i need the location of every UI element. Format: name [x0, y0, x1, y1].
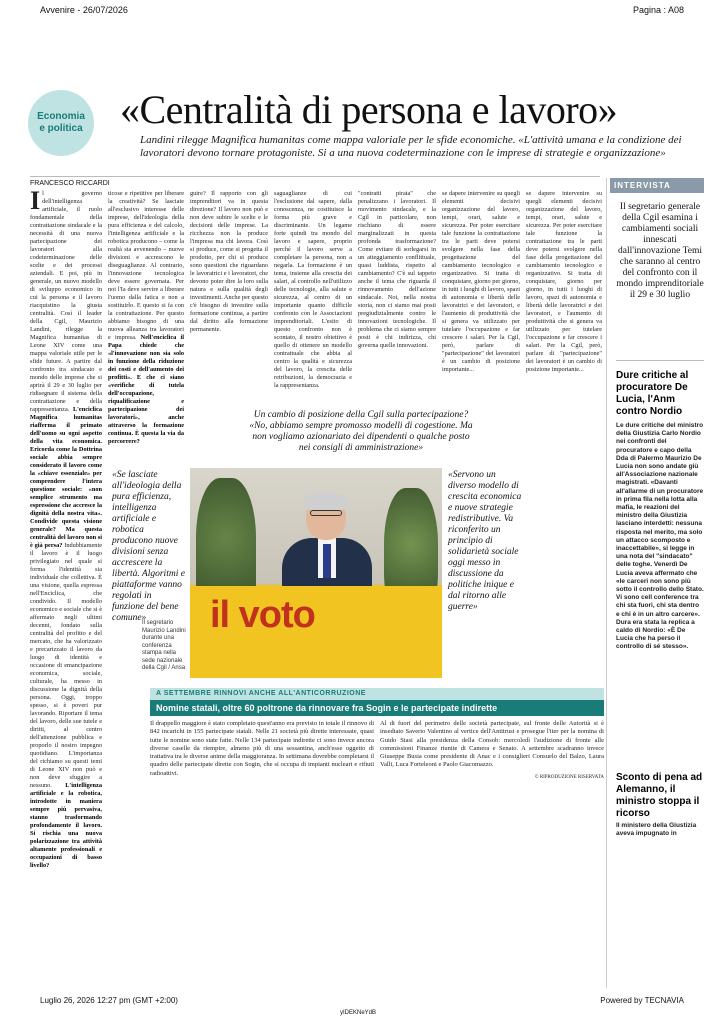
box-column-2: [380, 720, 604, 920]
box-kicker: A SETTEMBRE RINNOVI ANCHE ALL'ANTICORRUZIONE: [150, 688, 604, 700]
divider: [30, 176, 600, 177]
sidebar-text-1: Le dure critiche del ministro della Giustizia Carlo Nordio nei confronti del procuratore e capo della Dda di Palermo Maurizio De Lucia non sono andate giù all'Associazione nazionale magistrati. «Davanti all'allarme di un procuratore in prima fila nella lotta alla mafia, le reazioni del ministro della Giustizia lasciano interdetti: nessuna risposta nel merito, ma solo un attacco scomposto e inaccettabile», si legge in una nota del "sindacato" delle toghe. Venerdì De Lucia aveva affermato che «le carceri non sono più sotto il controllo dello Stato. Vi sono cell conference tra chi sta fuori, chi sta dentro e chi è in un altro carcere». Dura era stata la replica a caldo di Nordio: «È De Lucia che ha perso il controllo di sé stesso».: [616, 422, 704, 651]
column-4-text: saguaglianze di cui l'esclusione dal sapere, dalla conoscenza, ne costituisce la forma più grave e discriminante. Un legame forte quindi tra mondo del lavoro e sapere, proprio perché il lavoro serve a completare la persona, non a negarla. La formazione è un tema, insieme alla crescita dei salari, al controllo nell'utilizzo delle tecnologie, alla salute e sicurezza, al centro di un importante quanto difficile confronto con le Associazioni imprenditoriali. L'esito di questo confronto non è scontato, il nostro obiettivo è quello di ottenere un modello contrattuale che abbia al centro la qualità e sicurezza del lavoro, la crescita delle retribuzioni, la democrazia e la rappresentanza.: [274, 190, 352, 389]
viewer-header: [0, 0, 724, 22]
article-subhead: Landini rilegge Magnifica humanitas come mappa valoriale per le sfide economiche. «L'attività umana e la condizione dei lavoratori devono tornare protagoniste. Si a una nuova codeterminazione con le imprese di strategie e organizzazione»: [140, 134, 682, 159]
pull-quote-right: «Servono un diverso modello di crescita economica e nuove strategie redistributive. Va riconferito un principio di solidarietà sociale oggi messo in discussione da politiche inique e dal ritorno alle guerre»: [448, 470, 522, 612]
question-3: Nell'enciclica il Papa chiede che «l'innovazione non sia solo in funzione della riduzione dei costi e dell'aumento dei profitti». E che ci siano «verifiche di tutela dell'occupazione, riqualificazione e partecipazione dei lavoratori», anche attraverso la formazione continua. È questa la via da percorrere?: [108, 334, 184, 445]
sidebar-headline-2: Sconto di pena ad Alemanno, il ministro stoppa il ricorso: [616, 772, 703, 819]
column-1-paragraph-c: Indubbiamente il lavoro è il luogo privilegiato nel quale si forma l'identità sia individuale che collettiva. È una visione, quella espressa nell'Enciclica, che condivido. Il modello economico e sociale che si è affermato negli ultimi decenni, fondato sulla centralità del profitto e del mercato, che ha valorizzato e precarizzato il lavoro da luogo di identità e occasione di emancipazione economica, sociale, culturale, ha messo in discussione la dignità della persona. Oggi, troppo spesso, si è poveri pur lavorando. Riportare il tema del lavoro, delle sue tutele e diritti, al centro dell'attenzione pubblica e proporlo il nostro impegno quotidiano. L'importanza del richiamo su questi temi di Leone XIV non può e non deve sfuggire a nessuno.: [30, 542, 102, 789]
sidebar-headline-1: Dure critiche al procuratore De Lucia, l'Anm contro Nordio: [616, 370, 689, 417]
article-byline: FRANCESCO RICCARDI: [30, 180, 110, 187]
box-column-1: [150, 720, 374, 920]
pull-quote-center: Un cambio di posizione della Cgil sulla partecipazione? «No, abbiamo sempre promosso modelli di cogestione. Ma non vogliamo azionariato dei dipendenti o qualche posto nei consigli di amministrazione»: [249, 410, 473, 453]
box-headline: Nomine statali, oltre 60 poltrone da rinnovare fra Sogin e le partecipate indirette: [150, 700, 604, 716]
article-column-3: [190, 190, 268, 410]
column-5-text: "contratti pirata" che penalizzano i lavoratori. Il movimento sindacale, e la Cgil in particolare, non rischiano di essere marginalizzati in questa profonda trasformazione? Come evitare di sorlegarsi in un atteggiamento conflittuale, quasi luddista, rispetto al cambiamento? C'è sul tappeto anche il tema che riguarda il rinnovamento dell'azione sindacale. Noi, nella nostra storia, non ci siamo mai posti pregiudizialmente contro le innovazioni tecnologiche. Il problema che ci siamo sempre posti è chi indirizza, chi governa quelle innovazioni.: [358, 190, 436, 349]
column-6-text: se dapere intervenire su quegli elementi decisivi organizzazione del lavoro, tempi, orari, salute e sicurezza. Per poter esercitare tale funzione la contrattazione tra le parti deve potersi svolgere nella fase della progettazione del cambiamento tecnologico e organizzativo. Si tratta di conquistare, giorno per giorno, in tutti i luoghi di lavoro, spazi di autonomia e libertà delle lavoratrici e dei lavoratori, e l'aumento di produttività che si genera va utilizzato per tutelare l'occupazione e far crescere i salari. Per la Cgil, però, parlare di "partecipazione" dei lavoratori è un cambio di posizione importante...: [442, 190, 520, 373]
rubric-line-1: Economia: [37, 111, 85, 122]
podium-sign: il voto: [210, 594, 315, 636]
column-2-text: ticose e ripetitive per liberare la creatività? Se lasciate all'esclusivo interesse delle imprese, dell'ideologia della pura efficienza e del calcolo, l'intelligenza artificiale e la robotica producono – come la realtà sta avvenendo – nuove divisioni e accrescono le diseguaglianze. Al contrario, l'innovazione tecnologica deve essere governata. Per noi l'Ia deve servire a liberare l'uomo dalla fatica e non a sostituirlo. E questo si fa con la contrattazione. Per questo abbiamo bisogno di una nuova alleanza tra lavoratori e impresa.: [108, 190, 184, 341]
article-column-2: [108, 190, 184, 445]
sidebar-text-2: Il ministero della Giustizia aveva impugnato in: [616, 822, 697, 838]
box-text-a: Il drappello maggiore è stato completato quest'anno era previsto in totale il rinnovo di 842 incarichi in 155 partecipate statali. Nelle 21 società più dirette interessate, quasi tutte le nomine sono state fatte. Nelle 134 partecipate indirette ci sono invece ancora diverse caselle da riempire, almeno più di una sessantina, anch'esse oggetto di trattativa tra le diverse anime della maggioranza. In settimana dovrebbe completarsi il quadro delle partecipate dirette con Sogin, che si occupa di impianti nucleari e rifiuti radioattivi.: [150, 720, 374, 777]
article-column-4: [274, 190, 352, 410]
column-3-text: guire? Il rapporto con gli imprenditori va in questa direzione? Il lavoro non può e non deve subire le scelte e le decisioni delle imprese. La ricchezza non la produce l'impresa ma chi lavora. Così si produce, come si progetta il prodotto, per chi si produce sono questioni che riguardano le lavoratrici e i lavoratori, che devono poter dire la loro sulla natura e sulla qualità degli investimenti. Anche per questo c'è bisogno di investire sulla formazione continua, a partire dal diritto alla formazione permanente.: [190, 190, 268, 333]
column-7-text: se dapere intervenire su quegli elementi decisivi organizzazione del lavoro, tempi, orari, salute e sicurezza. Per poter esercitare tale funzione la contrattazione tra le parti deve potersi svolgere nella fase della progettazione del cambiamento tecnologico e organizzativo. Si tratta di conquistare, giorno per giorno, in tutti i luoghi di lavoro, spazi di autonomia e libertà delle lavoratrici e dei lavoratori, e l'aumento di produttività che si genera va utilizzato per tutelare l'occupazione e far crescere i salari. Per la Cgil, però, parlare di "partecipazione" dei lavoratori è un cambio di posizione importante...: [526, 190, 602, 373]
page-number: Pagina : A08: [632, 5, 684, 15]
interview-label: INTERVISTA: [610, 178, 704, 193]
interview-summary: Il segretario generale della Cgil esamina i cambiamenti sociali innescati dall'innovazione Temi che saranno al centro del confronto con il mondo imprenditoriale il 29 e 30 luglio: [616, 202, 704, 300]
drop-cap: I: [30, 186, 41, 215]
footer-powered-by: Powered by TECNAVIA: [600, 996, 684, 1005]
sidebar-divider: [606, 178, 607, 988]
photo-caption: Il segretario Maurizio Landini durante una conferenza stampa nella sede nazionale della Cgil / Ansa: [142, 620, 186, 671]
box-text-b: Al di fuori del perimetro delle società partecipate, sul fronte delle Autorità si è insediato Saverio Valentino al vertice dell'Antitrust e prosegue l'iter per la nomina di Guido Stasi alla presidenza della Consob: mercoledì l'audizione di fronte alle commissioni Finanze riunite di Camera e Senato. A settembre scadranno invece Giuseppe Busia come presidente di Anac e i consiglieri Consuelo del Balzo, Laura Valli, Luca Forteleoni e Paolo Giacomazzo.: [380, 720, 604, 769]
footer-code: yIDEKNeYdB: [340, 1010, 377, 1016]
rubric-line-2: e politica: [39, 123, 83, 134]
question-1: L'enciclica Magnifica humanitas riafferma il primato dell'uomo su ogni aspetto della vita economica. Ericorda come la Dottrina sociale abbia sempre considerato il lavoro come la «chiave essenziale» per comprendere l'intera questione sociale: «non semplice strumento ma espressione che accresce la dignità della nostra vita». Condivide questa visione generale? Ma questa centralità del lavoro non si è già persa?: [30, 406, 102, 549]
section-rubric: [28, 90, 94, 156]
article-headline: «Centralità di persona e lavoro»: [120, 87, 618, 132]
article-column-7: [526, 190, 602, 670]
newspaper-page: [20, 30, 704, 990]
copyright-note: © RIPRODUZIONE RISERVATA: [534, 774, 604, 780]
divider: [616, 360, 704, 361]
footer-timestamp: Luglio 26, 2026 12:27 pm (GMT +2:00): [40, 996, 178, 1005]
newspaper-date: Avvenire - 26/07/2026: [40, 5, 128, 15]
column-1-paragraph-a: l governo dell'intelligenza artificiale, il ruolo fondamentale della contrattazione sindacale e la necessità di una nuova partecipazione dei lavoratori alla codeterminazione delle scelte e dei processi aziendali. E poi, più in generale, un nuovo modello di sviluppo economico in cui la persona e il lavoro riacquistino la giusta centralità. Così il leader della Cgil, Maurizio Landini, rilegge la Magnifica humanitas di Leone XIV come una mappa valoriale utile per le sfide future. A partire dal confronto tra sindacato e mondo delle imprese che si aprirà il 29 e 30 luglio per ridisegnare il sistema della contrattazione e della rappresentanza.: [30, 190, 102, 413]
landini-photo: [190, 468, 442, 678]
pull-quote-left: «Se lasciate all'ideologia della pura efficienza, intelligenza artificiale e robotica producono nuove divisioni senza accrescere la libertà. Algoritmi e piattaforme vanno regolati in funzione del bene comune»: [112, 470, 185, 623]
question-2: L'intelligenza artificiale e la robotica, introdotte in maniera sempre più pervasiva, stanno trasformando profondamente il lavoro. Si rischia una nuova polarizzazione tra attività altamente professionali e occupazioni di basso livello?: [30, 782, 102, 869]
article-column-1: [30, 186, 102, 980]
